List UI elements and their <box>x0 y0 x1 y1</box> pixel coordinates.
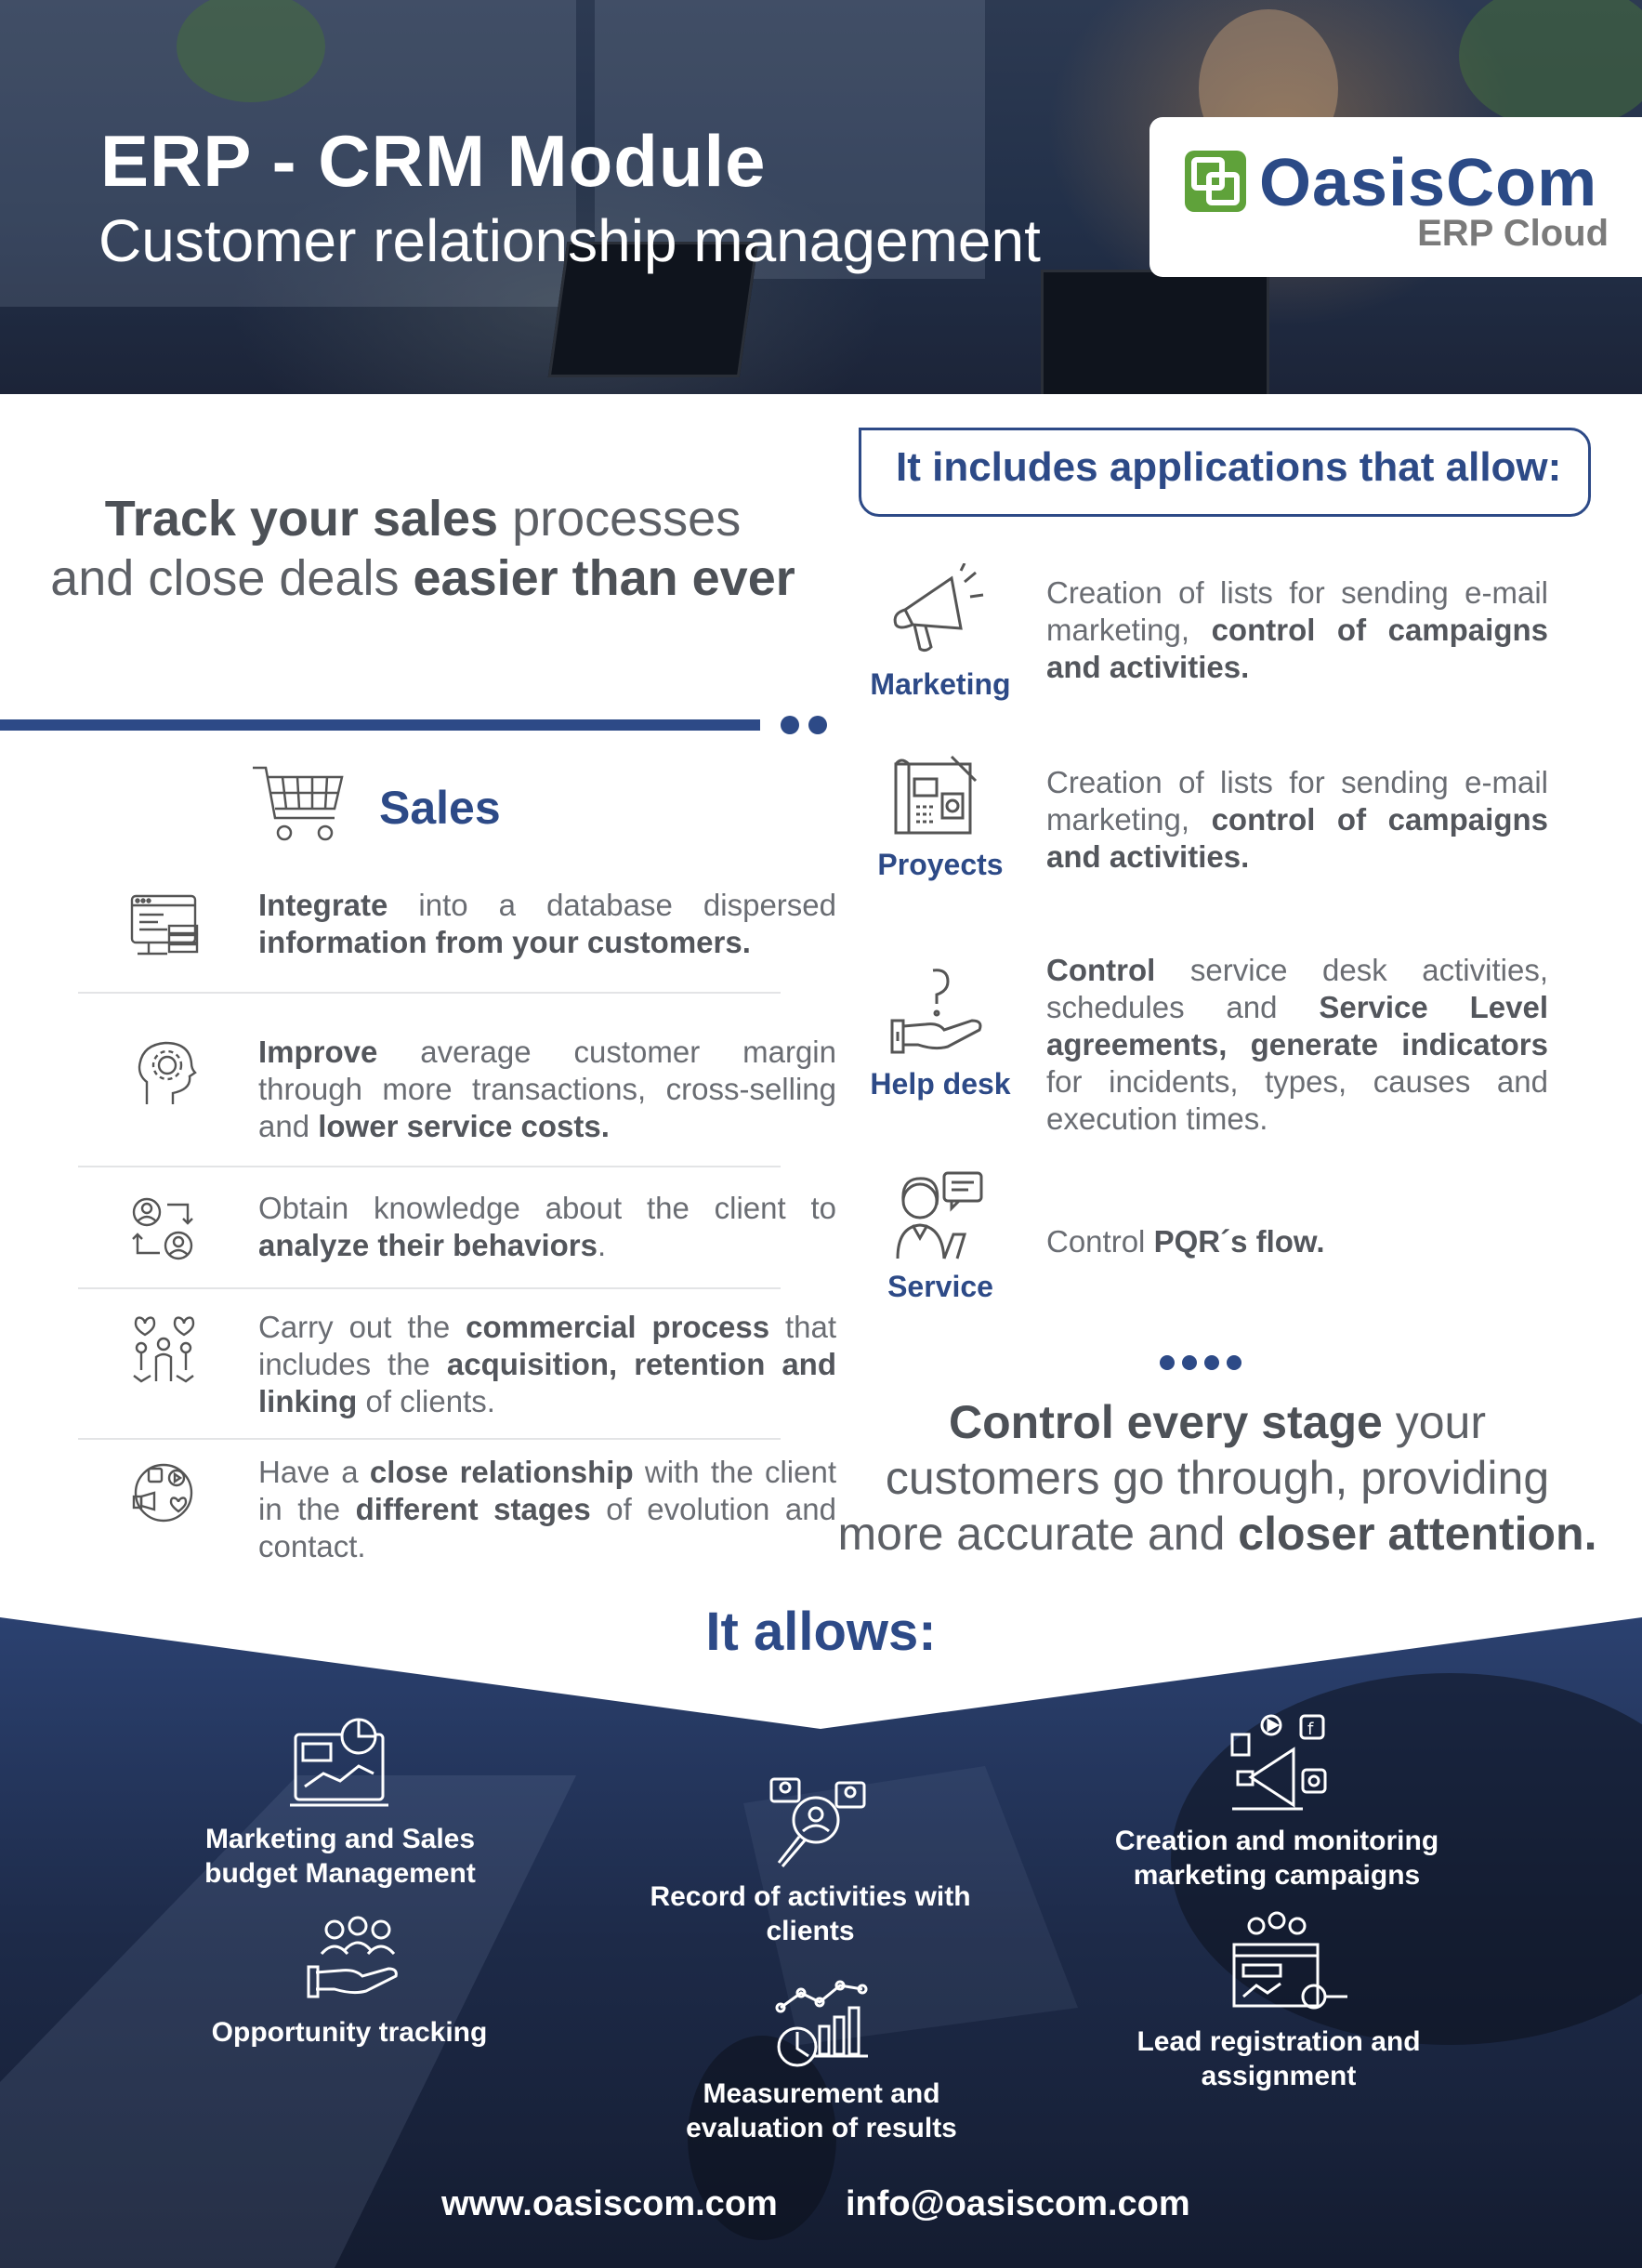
sales-title: Sales <box>379 782 501 834</box>
intro-bold-2: easier than ever <box>413 550 795 606</box>
closing-dot <box>1204 1355 1219 1370</box>
rich-text-segment: Creation of lists for sending e-mail marketing, <box>1046 575 1548 647</box>
sales-item-text <box>258 887 836 961</box>
agent-icon <box>887 1167 989 1270</box>
sales-separator <box>78 1438 781 1440</box>
magnifier-people-icon <box>768 1774 870 1876</box>
rich-text-segment: lower service costs. <box>318 1109 610 1143</box>
lead-registration-icon <box>1230 1911 1351 2013</box>
database-icon <box>126 889 201 963</box>
rich-text-segment: average customer margin through more transactions, cross-selling and <box>258 1035 836 1143</box>
app-label: Service <box>887 1270 993 1303</box>
includes-title: It includes applications that allow: <box>896 444 1562 490</box>
sales-separator <box>78 1166 781 1167</box>
rich-text-segment: for incidents, types, causes and execution times. <box>1046 1064 1548 1136</box>
sales-separator <box>78 1287 781 1289</box>
rich-text-segment: Control every stage <box>949 1396 1383 1448</box>
rich-text-segment: closer attention. <box>1238 1508 1597 1560</box>
feature-label: Lead registration and assignment <box>1136 2026 1421 2091</box>
website-link[interactable]: www.oasiscom.com <box>441 2184 778 2223</box>
feature-label: Measurement and evaluation of results <box>686 2078 957 2143</box>
rich-text-segment: your customers go through, providing more accurate and <box>837 1396 1550 1560</box>
svg-text:f: f <box>1307 1720 1314 1739</box>
shopping-cart-icon <box>249 762 348 848</box>
rich-text-segment: analyze their behaviors <box>258 1228 598 1262</box>
oasiscom-logo <box>1149 117 1642 277</box>
page-title: ERP - CRM Module <box>100 120 767 202</box>
feature-label: Creation and monitoring marketing campaigns <box>1114 1826 1439 1891</box>
sales-item-text <box>258 1190 836 1264</box>
app-description <box>1046 1223 1548 1260</box>
rich-text-segment: different stages <box>355 1492 591 1526</box>
help-hand-icon <box>887 961 989 1063</box>
app-description <box>1046 764 1548 876</box>
rich-text-segment: of evolution and contact. <box>258 1492 836 1563</box>
email-link[interactable]: info@oasiscom.com <box>846 2184 1190 2223</box>
rich-text-segment: service desk activities, schedules and <box>1046 953 1548 1024</box>
sales-separator <box>78 992 781 994</box>
closing-dot <box>1227 1355 1241 1370</box>
closing-dot <box>1182 1355 1197 1370</box>
measurement-icon <box>771 1974 874 2077</box>
app-label: Proyects <box>877 848 1004 881</box>
rich-text-segment: Carry out the <box>258 1310 466 1344</box>
rich-text-segment: of clients. <box>357 1384 495 1418</box>
oasiscom-logo-mark-icon <box>1183 149 1248 214</box>
rich-text-segment: . <box>597 1228 607 1262</box>
feature-label: Record of activities with clients <box>650 1881 971 1946</box>
allows-title: It allows: <box>705 1602 937 1662</box>
social-media-icon <box>126 1456 201 1530</box>
rich-text-segment: Obtain knowledge about the client to <box>258 1191 836 1225</box>
opportunity-hand-icon <box>307 1911 409 2013</box>
rich-text-segment: Creation of lists for sending e-mail marketing, <box>1046 765 1548 837</box>
rich-text-segment: Service Level agreements, generate indicators <box>1046 990 1548 1061</box>
blueprint-icon <box>887 751 989 853</box>
logo-name: OasisCom <box>1259 146 1598 220</box>
rich-text-segment: PQR´s flow. <box>1153 1224 1325 1259</box>
rich-text-segment: Control <box>1046 953 1156 987</box>
feature-label: Opportunity tracking <box>211 2017 488 2048</box>
app-description <box>1046 952 1548 1138</box>
people-hearts-icon <box>126 1311 201 1385</box>
rich-text-segment: Improve <box>258 1035 378 1069</box>
app-label: Marketing <box>870 667 1011 701</box>
rich-text-segment: that includes the <box>258 1310 837 1381</box>
megaphone-icon <box>887 563 989 666</box>
logo-sub: ERP Cloud <box>1417 213 1609 254</box>
intro-text-2: and close deals <box>50 550 414 606</box>
budget-chart-icon <box>288 1712 390 1814</box>
head-gear-icon <box>126 1035 201 1110</box>
app-label: Help desk <box>870 1067 1011 1101</box>
sales-item-text <box>258 1309 836 1420</box>
header-banner <box>0 0 1642 394</box>
client-exchange-icon <box>126 1192 201 1266</box>
section-divider <box>0 719 760 731</box>
rich-text-segment: Have a <box>258 1455 370 1489</box>
closing-dot <box>1160 1355 1175 1370</box>
divider-dot <box>781 716 799 734</box>
feature-label: Marketing and Sales budget Management <box>204 1824 476 1889</box>
app-description <box>1046 574 1548 686</box>
rich-text-segment: control of campaigns and activities. <box>1046 802 1548 874</box>
rich-text-segment: commercial process <box>466 1310 770 1344</box>
rich-text-segment: control of campaigns and activities. <box>1046 613 1548 684</box>
sales-item-text <box>258 1034 836 1145</box>
rich-text-segment: Integrate <box>258 888 388 922</box>
intro-text-1: processes <box>498 491 742 547</box>
intro-headline <box>37 489 808 608</box>
page-subtitle: Customer relationship management <box>99 207 1041 274</box>
rich-text-segment: acquisition, retention and linking <box>258 1347 836 1418</box>
rich-text-segment: close relationship <box>369 1455 634 1489</box>
divider-dot <box>808 716 827 734</box>
rich-text-segment: Control <box>1046 1224 1154 1259</box>
rich-text-segment: with the client in the <box>258 1455 836 1526</box>
rich-text-segment: into a database dispersed <box>388 888 836 922</box>
closing-statement <box>836 1394 1598 1562</box>
rich-text-segment: information from your customers. <box>258 925 751 959</box>
sales-item-text <box>258 1454 836 1565</box>
intro-bold-1: Track your sales <box>104 491 499 547</box>
campaign-icon <box>1228 1712 1331 1814</box>
